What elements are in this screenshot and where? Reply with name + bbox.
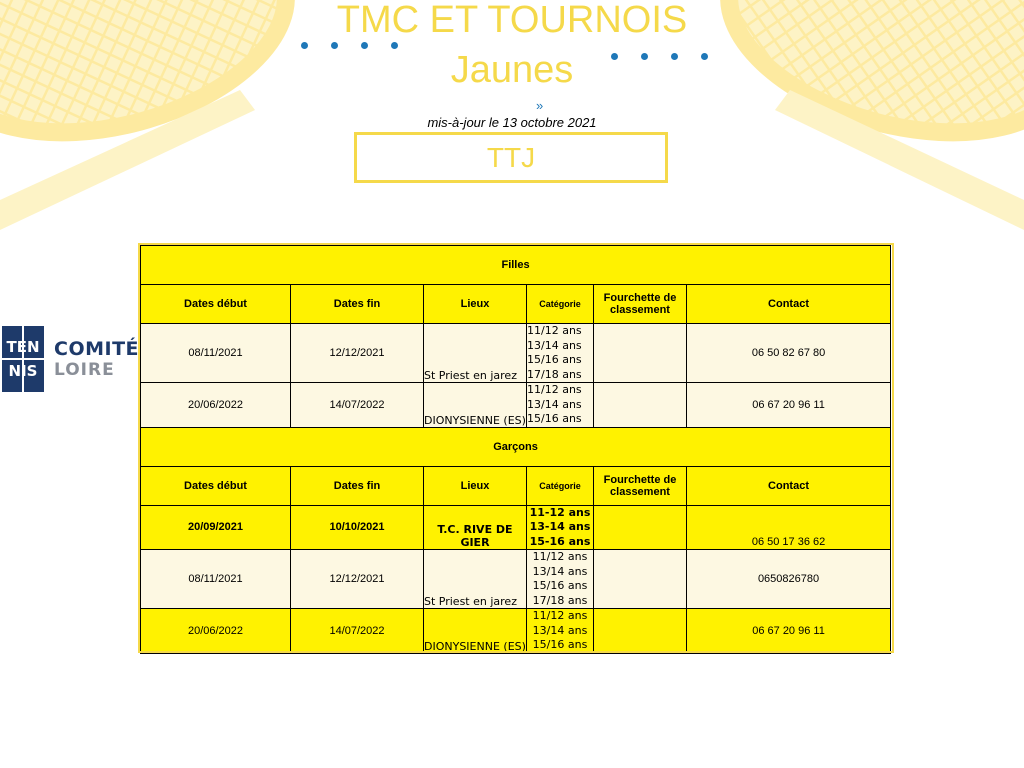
category-item: 15/16 ans [532, 638, 588, 651]
section-row [141, 427, 891, 466]
category-cell [527, 505, 594, 550]
range-cell [594, 505, 687, 550]
end-date-cell: 14/07/2022 [291, 609, 424, 654]
comite-loire-logo [2, 326, 139, 392]
category-item: 11-12 ans [529, 505, 591, 519]
column-header: Contact [687, 285, 891, 324]
logo-loire-text: LOIRE [54, 360, 115, 380]
place-cell: St Priest en jarez [424, 550, 527, 609]
category-item: 13/14 ans [532, 623, 588, 637]
place-cell: DIONYSIENNE (ES) [424, 383, 527, 428]
end-date-cell: 14/07/2022 [291, 383, 424, 428]
table-row [141, 609, 891, 654]
category-cell [527, 324, 594, 383]
category-item: 11/12 ans [532, 609, 588, 622]
category-item: 13-14 ans [529, 520, 591, 533]
tournament-table [140, 245, 891, 654]
end-date-cell: 10/10/2021 [291, 505, 424, 550]
category-item: 11/12 ans [527, 324, 582, 337]
column-header: Fourchette de classement [594, 466, 687, 505]
range-cell [594, 324, 687, 383]
place-cell: St Priest en jarez [424, 324, 527, 383]
column-header: Lieux [424, 285, 527, 324]
category-item: 11/12 ans [532, 550, 588, 563]
category-item: 15/16 ans [527, 353, 582, 366]
range-cell [594, 550, 687, 609]
column-header: Dates début [141, 466, 291, 505]
contact-cell: 0650826780 [687, 550, 891, 609]
category-item: 13/14 ans [527, 338, 582, 352]
category-item: 15/16 ans [527, 412, 582, 425]
category-item: 17/18 ans [532, 593, 588, 607]
place-cell: T.C. RIVE DE GIER [424, 505, 527, 550]
category-cell [527, 383, 594, 428]
start-date-cell: 08/11/2021 [141, 324, 291, 383]
category-item: 15/16 ans [532, 579, 588, 592]
category-cell [527, 609, 594, 654]
contact-cell: 06 50 17 36 62 [687, 505, 891, 550]
table-row [141, 550, 891, 609]
section-row [141, 246, 891, 285]
header-row [141, 466, 891, 505]
column-header: Dates fin [291, 285, 424, 324]
category-cell [527, 550, 594, 609]
table-row [141, 383, 891, 428]
contact-cell: 06 67 20 96 11 [687, 383, 891, 428]
category-item: 13/14 ans [527, 397, 582, 411]
column-header: Lieux [424, 466, 527, 505]
contact-cell: 06 67 20 96 11 [687, 609, 891, 654]
start-date-cell: 20/09/2021 [141, 505, 291, 550]
logo-comite-text: COMITÉ [54, 338, 140, 360]
category-item: 17/18 ans [527, 367, 582, 381]
ttj-label-box: TTJ [354, 132, 668, 183]
column-header: Dates début [141, 285, 291, 324]
start-date-cell: 08/11/2021 [141, 550, 291, 609]
category-item: 11/12 ans [527, 383, 582, 396]
column-header: Catégorie [527, 285, 594, 324]
table-row [141, 505, 891, 550]
page-title-line1: TMC ET TOURNOIS [336, 0, 688, 41]
start-date-cell: 20/06/2022 [141, 383, 291, 428]
column-header: Fourchette de classement [594, 285, 687, 324]
right-dots-icon [611, 53, 708, 60]
left-dots-icon [301, 42, 398, 49]
section-title: Filles [141, 246, 891, 285]
category-item: 13/14 ans [532, 564, 588, 578]
header-row [141, 285, 891, 324]
section-title: Garçons [141, 427, 891, 466]
place-cell: DIONYSIENNE (ES) [424, 609, 527, 654]
page-title-line2: Jaunes [450, 49, 574, 91]
column-header: Catégorie [527, 466, 594, 505]
column-header: Contact [687, 466, 891, 505]
table-row [141, 324, 891, 383]
range-cell [594, 383, 687, 428]
column-header: Dates fin [291, 466, 424, 505]
end-date-cell: 12/12/2021 [291, 550, 424, 609]
update-date: mis-à-jour le 13 octobre 2021 [427, 115, 597, 130]
double-chevron-icon: » [536, 98, 544, 113]
category-item: 15-16 ans [529, 534, 591, 548]
start-date-cell: 20/06/2022 [141, 609, 291, 654]
contact-cell: 06 50 82 67 80 [687, 324, 891, 383]
end-date-cell: 12/12/2021 [291, 324, 424, 383]
range-cell [594, 609, 687, 654]
tennis-logo-icon: TEN NIS [2, 326, 44, 392]
